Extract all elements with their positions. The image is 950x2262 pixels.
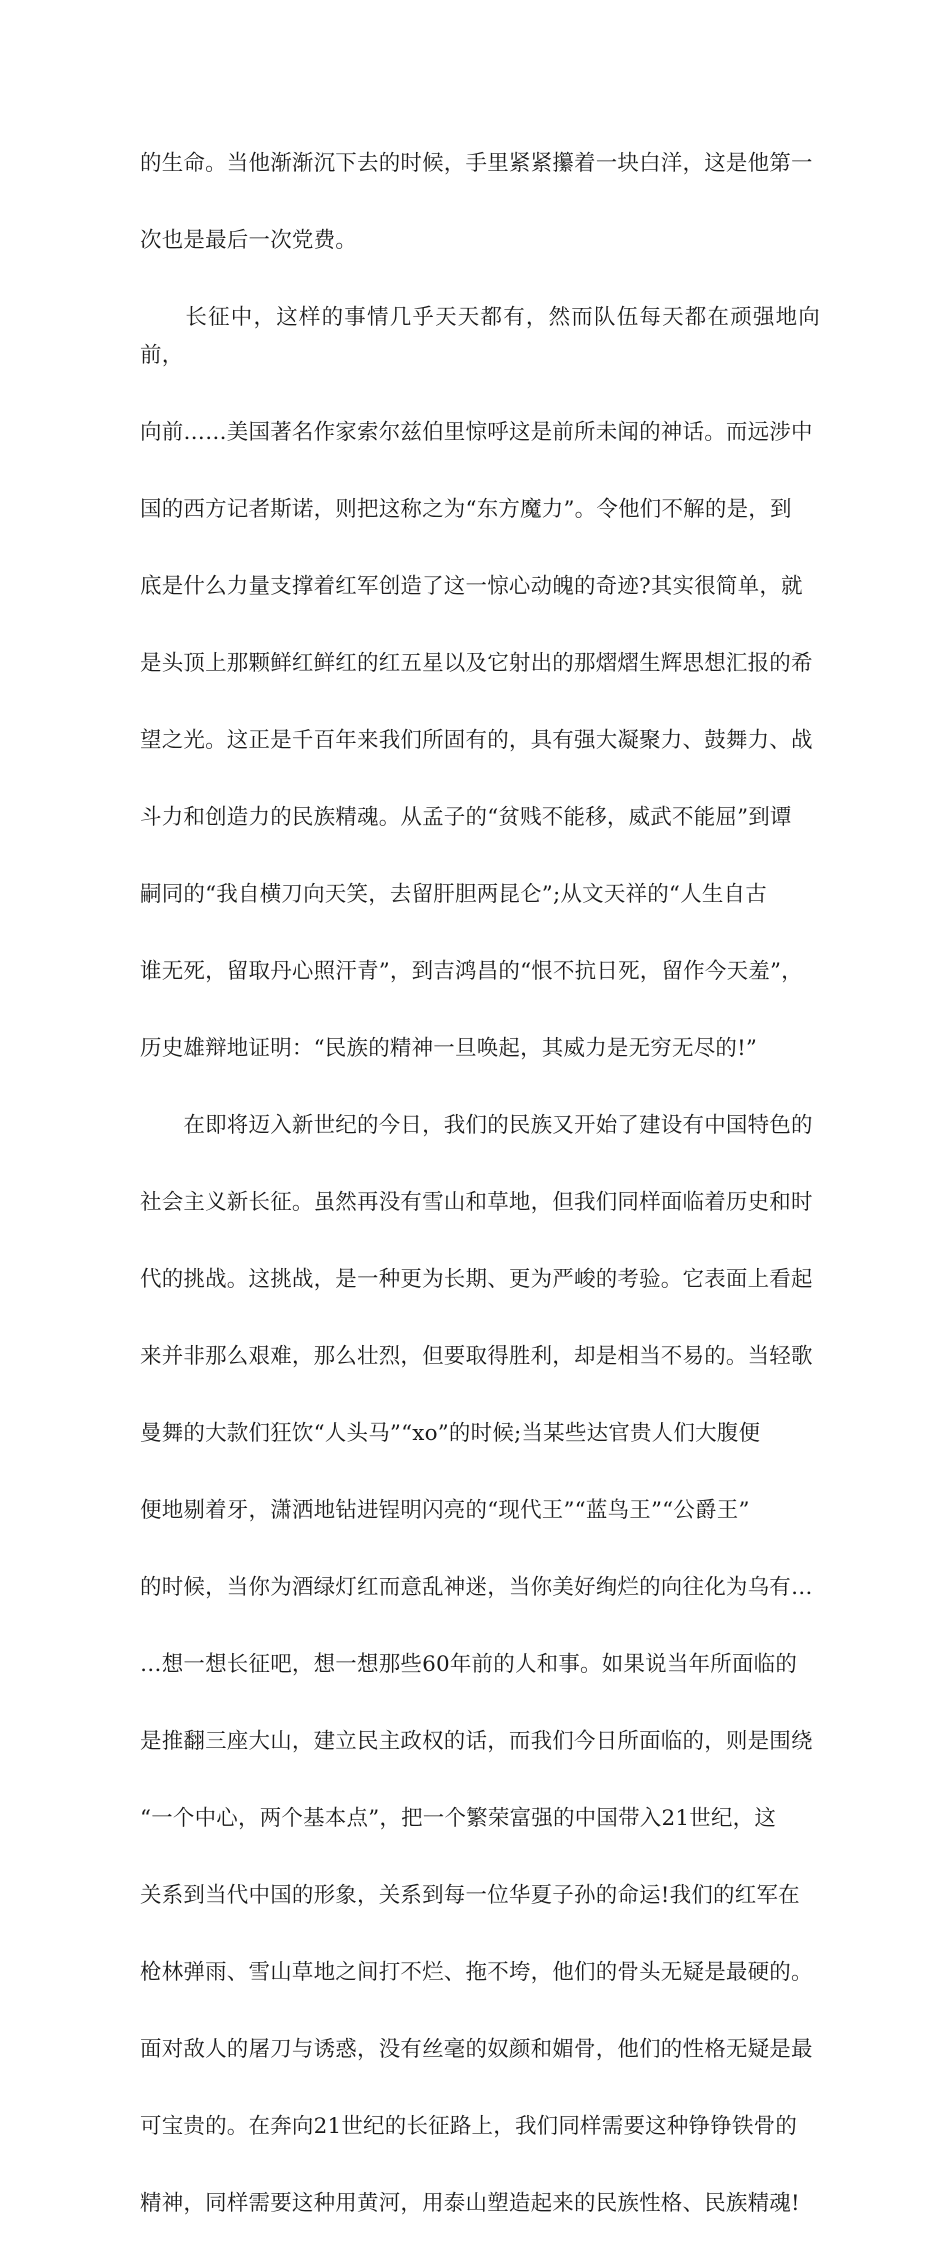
body-line: 面对敌人的屠刀与诱惑，没有丝毫的奴颜和媚骨，他们的性格无疑是最 xyxy=(140,2037,813,2062)
body-line: 斗力和创造力的民族精魂。从孟子的“贫贱不能移，威武不能屈”到谭 xyxy=(140,805,792,830)
body-line: 的时候，当你为酒绿灯红而意乱神迷，当你美好绚烂的向往化为乌有… xyxy=(140,1575,813,1600)
body-line: 长征中，这样的事情几乎天天都有，然而队伍每天都在顽强地向前， xyxy=(140,304,820,368)
body-line: 嗣同的“我自横刀向天笑，去留肝胆两昆仑”;从文天祥的“人生自古 xyxy=(140,882,767,907)
body-line: 次也是最后一次党费。 xyxy=(140,227,358,253)
body-line: 枪林弹雨、雪山草地之间打不烂、拖不垮，他们的骨头无疑是最硬的。 xyxy=(140,1960,813,1985)
body-line: 是头顶上那颗鲜红鲜红的红五星以及它射出的那熠熠生辉思想汇报的希 xyxy=(140,651,813,676)
body-line: “一个中心，两个基本点”，把一个繁荣富强的中国带入21世纪，这 xyxy=(140,1806,777,1831)
body-line: 便地剔着牙，潇洒地钻进锃明闪亮的“现代王”“蓝鸟王”“公爵王” xyxy=(140,1498,750,1523)
body-line: …想一想长征吧，想一想那些60年前的人和事。如果说当年所面临的 xyxy=(140,1652,798,1677)
body-line: 代的挑战。这挑战，是一种更为长期、更为严峻的考验。它表面上看起 xyxy=(140,1267,813,1292)
body-line: 的生命。当他渐渐沉下去的时候，手里紧紧攥着一块白洋，这是他第一 xyxy=(140,150,813,176)
body-line: 精神，同样需要这种用黄河，用泰山塑造起来的民族性格、民族精魂! xyxy=(140,2191,800,2216)
body-line: 望之光。这正是千百年来我们所固有的，具有强大凝聚力、鼓舞力、战 xyxy=(140,728,813,753)
body-line: 国的西方记者斯诺，则把这称之为“东方魔力”。令他们不解的是，到 xyxy=(140,497,792,522)
body-line: 向前……美国著名作家索尔兹伯里惊呼这是前所未闻的神话。而远涉中 xyxy=(140,420,813,445)
body-line: 是推翻三座大山，建立民主政权的话，而我们今日所面临的，则是围绕 xyxy=(140,1729,813,1754)
body-line: 曼舞的大款们狂饮“人头马”“xo”的时候;当某些达官贵人们大腹便 xyxy=(140,1421,761,1446)
body-line: 谁无死，留取丹心照汗青”，到吉鸿昌的“恨不抗日死，留作今天羞”， xyxy=(140,959,803,984)
document-body xyxy=(140,106,820,2262)
body-line: 底是什么力量支撑着红军创造了这一惊心动魄的奇迹?其实很简单，就 xyxy=(140,574,803,599)
body-line: 可宝贵的。在奔向21世纪的长征路上，我们同样需要这种铮铮铁骨的 xyxy=(140,2114,798,2139)
body-line: 在即将迈入新世纪的今日，我们的民族又开始了建设有中国特色的 xyxy=(140,1113,813,1138)
body-line: 社会主义新长征。虽然再没有雪山和草地，但我们同样面临着历史和时 xyxy=(140,1190,813,1215)
document-page xyxy=(140,106,820,2262)
body-line: 历史雄辩地证明：“民族的精神一旦唤起，其威力是无穷无尽的!” xyxy=(140,1036,758,1061)
body-line: 关系到当代中国的形象，关系到每一位华夏子孙的命运!我们的红军在 xyxy=(140,1883,800,1908)
body-line: 来并非那么艰难，那么壮烈，但要取得胜利，却是相当不易的。当轻歌 xyxy=(140,1344,813,1369)
